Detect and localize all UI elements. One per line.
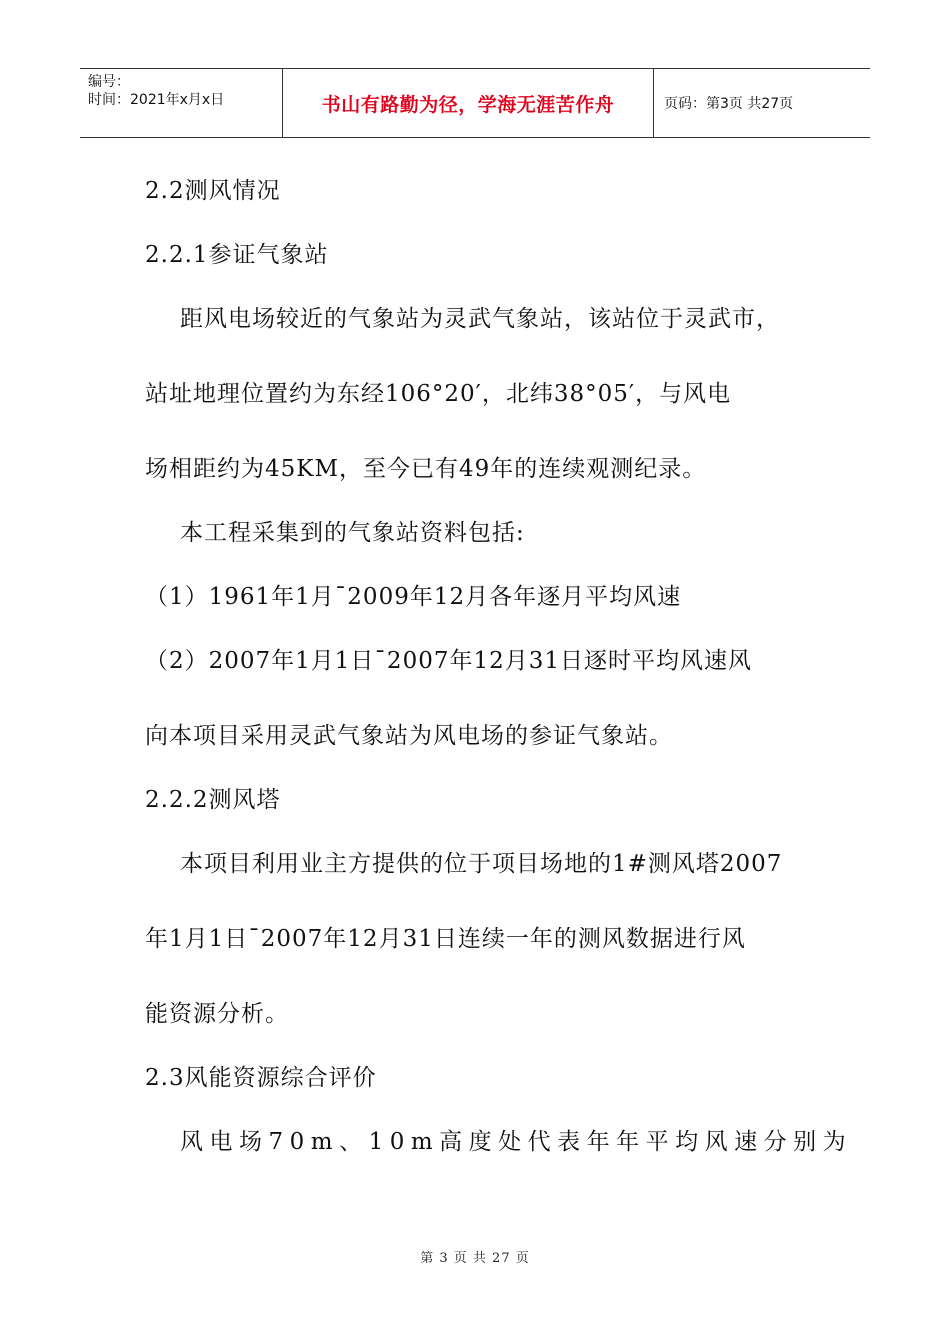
list-item: （1）1961年1月¯2009年12月各年逐月平均风速	[145, 584, 682, 610]
header-motto: 书山有路勤为径，学海无涯苦作舟	[282, 69, 654, 137]
header-meta	[80, 69, 282, 137]
page-header	[80, 68, 870, 138]
paragraph-line: 站址地理位置约为东经106°20′，北纬38°05′，与风电	[145, 381, 732, 407]
paragraph-line: 本工程采集到的气象站资料包括:	[180, 520, 525, 546]
list-item: （2）2007年1月1日¯2007年12月31日逐时平均风速风	[145, 648, 752, 674]
section-heading: 2.3风能资源综合评价	[145, 1065, 377, 1091]
document-number-label: 编号：	[88, 74, 130, 90]
document-time-label: 时间：2021年x月x日	[88, 92, 225, 108]
subsection-heading: 2.2.2测风塔	[145, 787, 281, 813]
page-footer: 第 3 页 共 27 页	[420, 1251, 530, 1266]
section-heading: 2.2测风情况	[145, 178, 281, 204]
paragraph-line: 本项目利用业主方提供的位于项目场地的1#测风塔2007	[180, 851, 783, 877]
paragraph-line: 向本项目采用灵武气象站为风电场的参证气象站。	[145, 723, 673, 749]
header-page-label: 页码：第3页 共27页	[664, 96, 794, 112]
paragraph-line: 场相距约为45KM，至今已有49年的连续观测纪录。	[145, 456, 707, 482]
paragraph-line: 距风电场较近的气象站为灵武气象站，该站位于灵武市，	[180, 306, 780, 332]
subsection-heading: 2.2.1参证气象站	[145, 242, 329, 268]
paragraph-line: 年1月1日¯2007年12月31日连续一年的测风数据进行风	[145, 926, 746, 952]
paragraph-line: 风电场70m、10m高度处代表年年平均风速分别为	[180, 1129, 853, 1155]
paragraph-line: 能资源分析。	[145, 1001, 289, 1027]
